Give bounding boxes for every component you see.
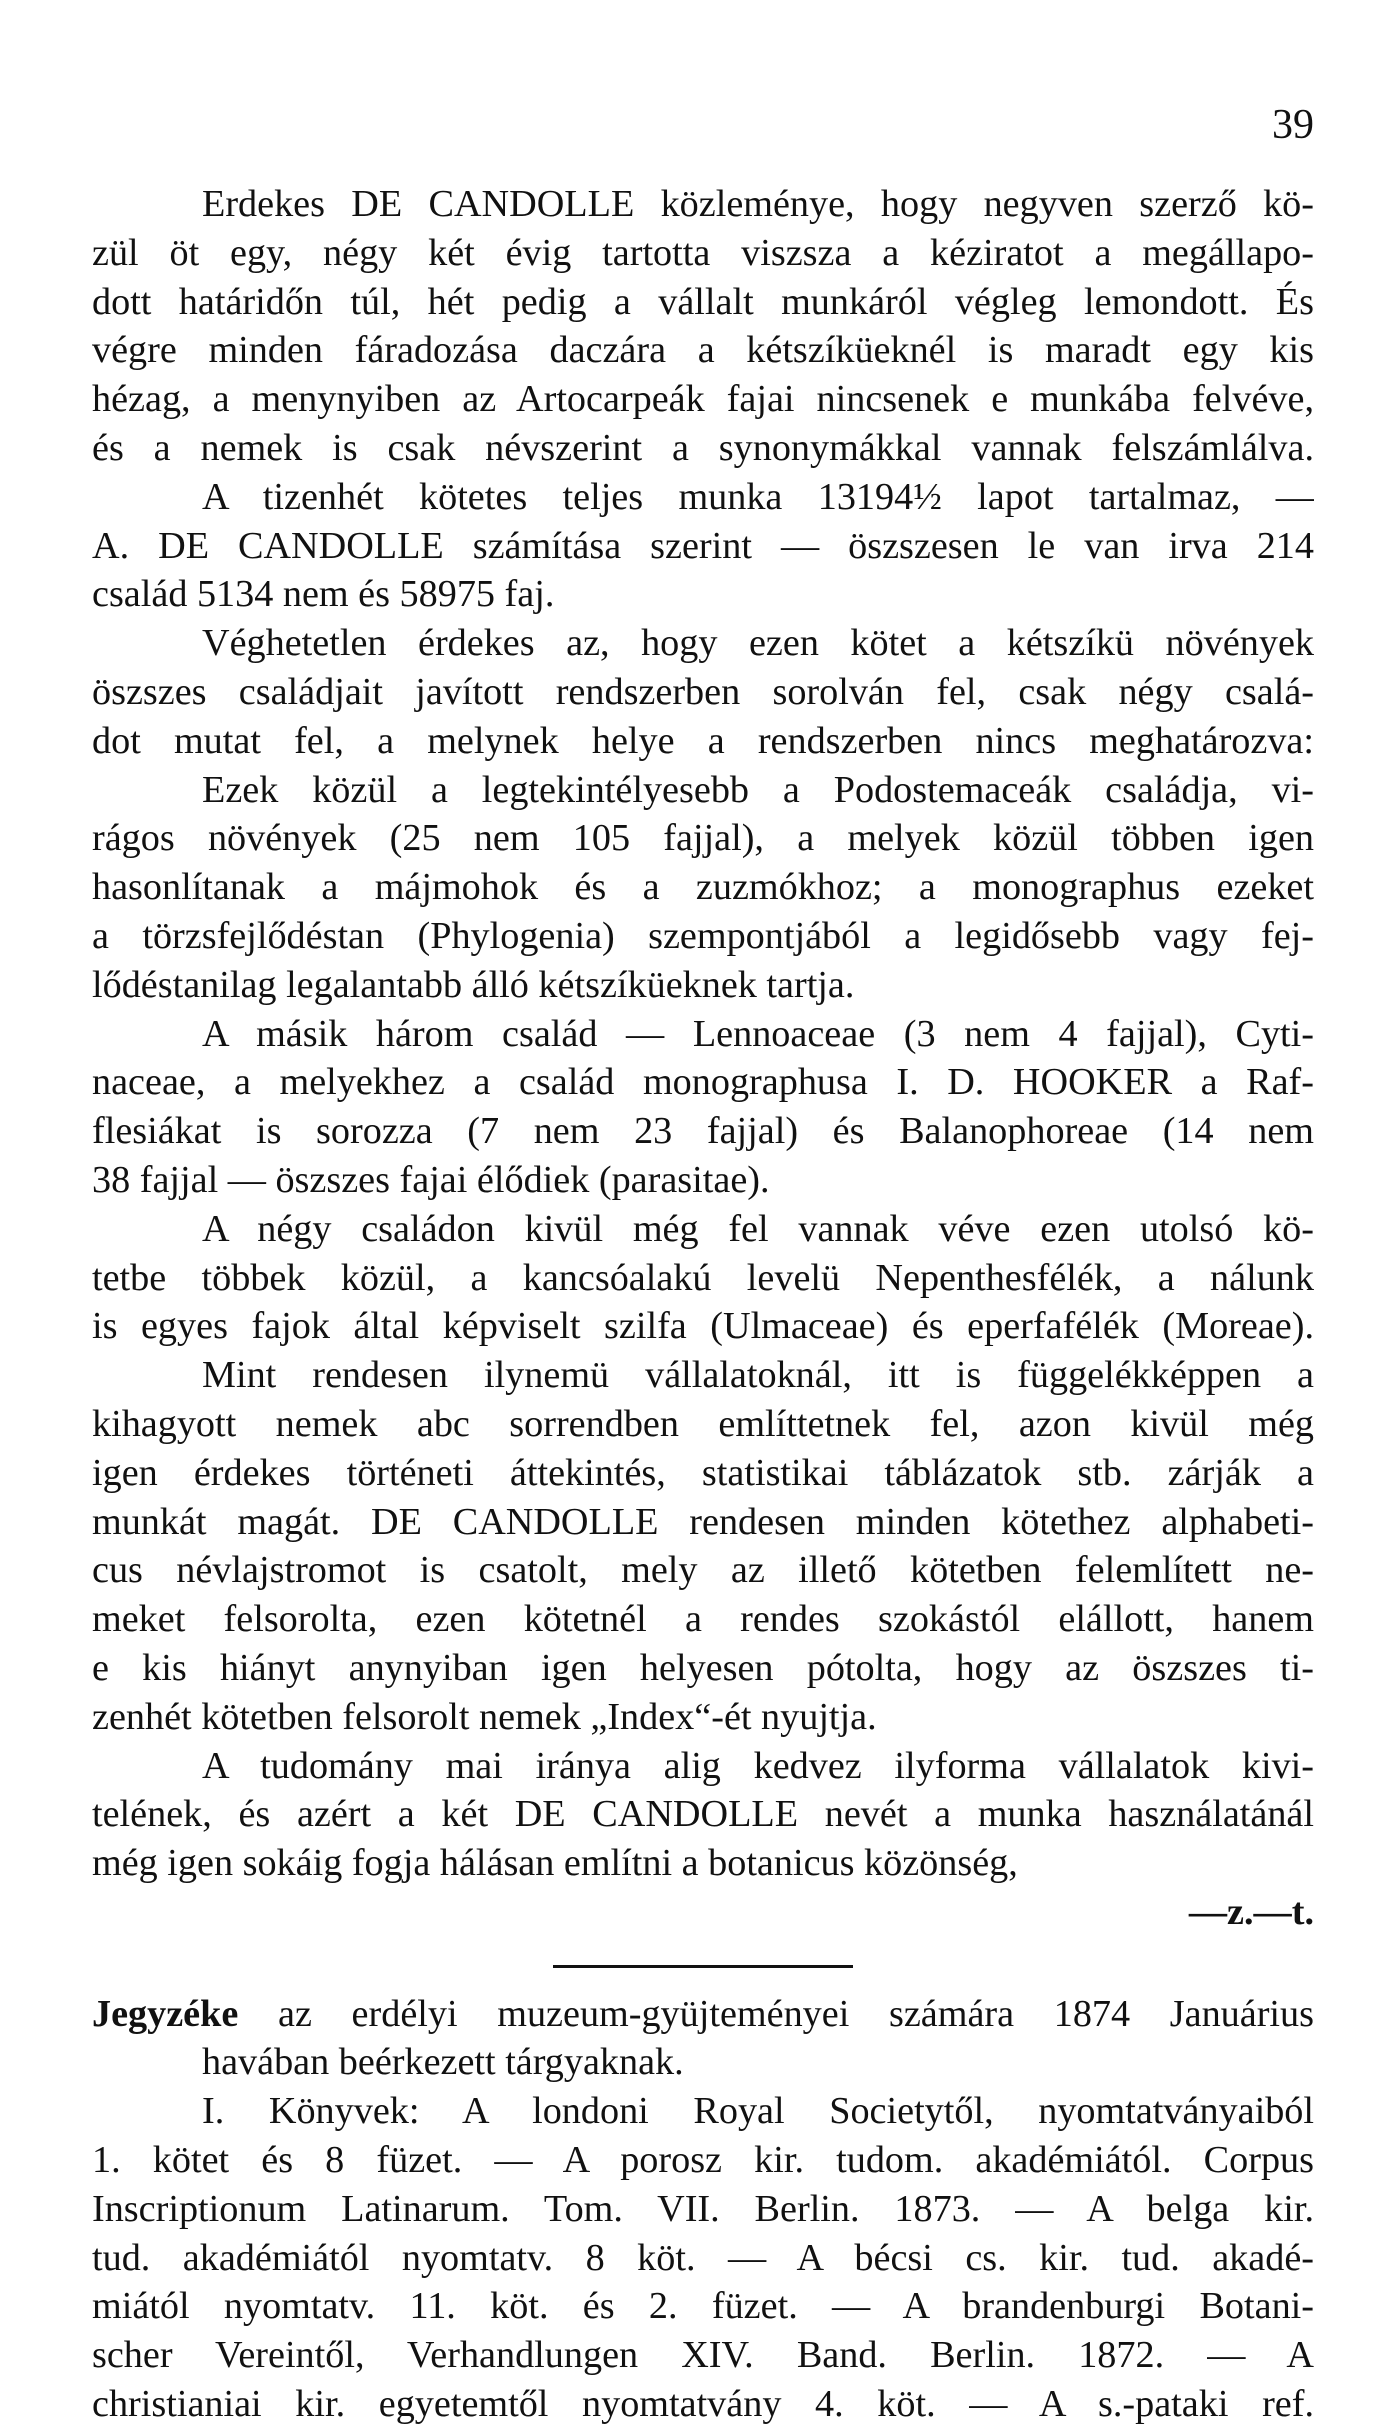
review-line: munkát magát. DE CANDOLLE rendesen minden kötethez alphabeti- (92, 1500, 1314, 1543)
notice-line: scher Vereintől, Verhandlungen XIV. Band. Berlin. 1872. — A (92, 2334, 1314, 2377)
notice-line: Inscriptionum Latinarum. Tom. VII. Berlin. 1873. — A belga kir. (92, 2187, 1314, 2230)
review-line: A. DE CANDOLLE számítása szerint — öszszesen le van irva 214 (92, 524, 1314, 567)
review-line: cus névlajstromot is csatolt, mely az illető kötetben felemlített ne- (92, 1549, 1314, 1592)
review-line: meket felsorolta, ezen kötetnél a rendes szokástól elállott, hanem (92, 1598, 1314, 1641)
page-number: 39 (1272, 102, 1314, 148)
review-line: még igen sokáig fogja hálásan említni a botanicus közönség, (92, 1842, 1018, 1885)
review-line: hasonlítanak a májmohok és a zuzmókhoz; a monographus ezeket (92, 866, 1314, 909)
review-line: naceae, a melyekhez a család monographusa I. D. HOOKER a Raf- (92, 1061, 1314, 1104)
review-line: család 5134 nem és 58975 faj. (92, 573, 555, 616)
review-line: igen érdekes történeti áttekintés, statistikai táblázatok stb. zárják a (92, 1451, 1314, 1494)
review-line: flesiákat is sorozza (7 nem 23 fajjal) és Balanophoreae (14 nem (92, 1110, 1314, 1153)
notice-line: Jegyzéke az erdélyi muzeum-gyüjteményei számára 1874 Januárius (92, 1992, 1314, 2035)
review-line: végre minden fáradozása daczára a kétszíküeknél is maradt egy kis (92, 329, 1314, 372)
review-line: Véghetetlen érdekes az, hogy ezen kötet a kétszíkü növények (202, 622, 1314, 665)
review-line: hézag, a menynyiben az Artocarpeák fajai nincsenek e munkába felvéve, (92, 378, 1314, 421)
review-line: rágos növények (25 nem 105 fajjal), a melyek közül többen igen (92, 817, 1314, 860)
page (92, 100, 1314, 2429)
review-line: Erdekes DE CANDOLLE közleménye, hogy negyven szerző kö- (202, 183, 1314, 225)
notice-line: I. Könyvek: A londoni Royal Societytől, nyomtatványaiból (202, 2090, 1314, 2133)
notice-line: havában beérkezett tárgyaknak. (202, 2041, 684, 2084)
notice-body (92, 1990, 1314, 2429)
review-line: zenhét kötetben felsorolt nemek „Index“-ét nyujtja. (92, 1695, 877, 1738)
notice-line: miától nyomtatv. 11. köt. és 2. füzet. — A brandenburgi Botani- (92, 2285, 1314, 2328)
review-line: zül öt egy, négy két évig tartotta viszsza a kéziratot a megállapo- (92, 231, 1314, 274)
notice-line: 1. kötet és 8 füzet. — A porosz kir. tudom. akadémiától. Corpus (92, 2139, 1314, 2182)
notice-line: tud. akadémiától nyomtatv. 8 köt. — A bécsi cs. kir. tud. akadé- (92, 2236, 1314, 2279)
review-line: e kis hiányt anynyiban igen helyesen pótolta, hogy az öszszes ti- (92, 1646, 1314, 1689)
review-line: dott határidőn túl, hét pedig a vállalt munkáról végleg lemondott. És (92, 280, 1314, 323)
review-line: öszszes családjait javított rendszerben sorolván fel, csak négy csalá- (92, 670, 1314, 713)
review-line: 38 fajjal — öszszes fajai élődiek (parasitae). (92, 1158, 770, 1201)
review-line: A tizenhét kötetes teljes munka 13194½ lapot tartalmaz, — (202, 475, 1314, 518)
review-line: A négy családon kivül még fel vannak véve ezen utolsó kö- (202, 1207, 1314, 1250)
review-line: telének, és azért a két DE CANDOLLE nevét a munka használatánál (92, 1793, 1314, 1836)
review-line: Mint rendesen ilynemü vállalatoknál, itt is függelékképpen a (202, 1354, 1314, 1397)
notice-line: christianiai kir. egyetemtől nyomtatvány 4. köt. — A s.-pataki ref. (92, 2383, 1314, 2426)
review-line: kihagyott nemek abc sorrendben említtetnek fel, azon kivül még (92, 1402, 1314, 1445)
review-line: a törzsfejlődéstan (Phylogenia) szempontjából a legidősebb vagy fej- (92, 914, 1314, 957)
review-body (92, 180, 1314, 1888)
review-line: dot mutat fel, a melynek helye a rendszerben nincs meghatározva: (92, 719, 1314, 762)
review-line: tetbe többek közül, a kancsóalakú levelü Nepenthesfélék, a nálunk (92, 1256, 1314, 1299)
review-line: és a nemek is csak névszerint a synonymákkal vannak felszámlálva. (92, 426, 1314, 469)
review-line: is egyes fajok által képviselt szilfa (Ulmaceae) és eperfafélék (Moreae). (92, 1305, 1314, 1348)
review-line: lődéstanilag legalantabb álló kétszíküeknek tartja. (92, 963, 855, 1006)
review-line: A másik három család — Lennoaceae (3 nem 4 fajjal), Cyti- (202, 1012, 1314, 1055)
review-line: Ezek közül a legtekintélyesebb a Podostemaceák családja, vi- (202, 768, 1314, 811)
review-line: A tudomány mai iránya alig kedvez ilyforma vállalatok kivi- (202, 1744, 1314, 1787)
notice-heading: Jegyzéke (92, 1992, 239, 2035)
section-divider (553, 1965, 853, 1968)
signature: —z.—t. (1188, 1890, 1314, 1933)
